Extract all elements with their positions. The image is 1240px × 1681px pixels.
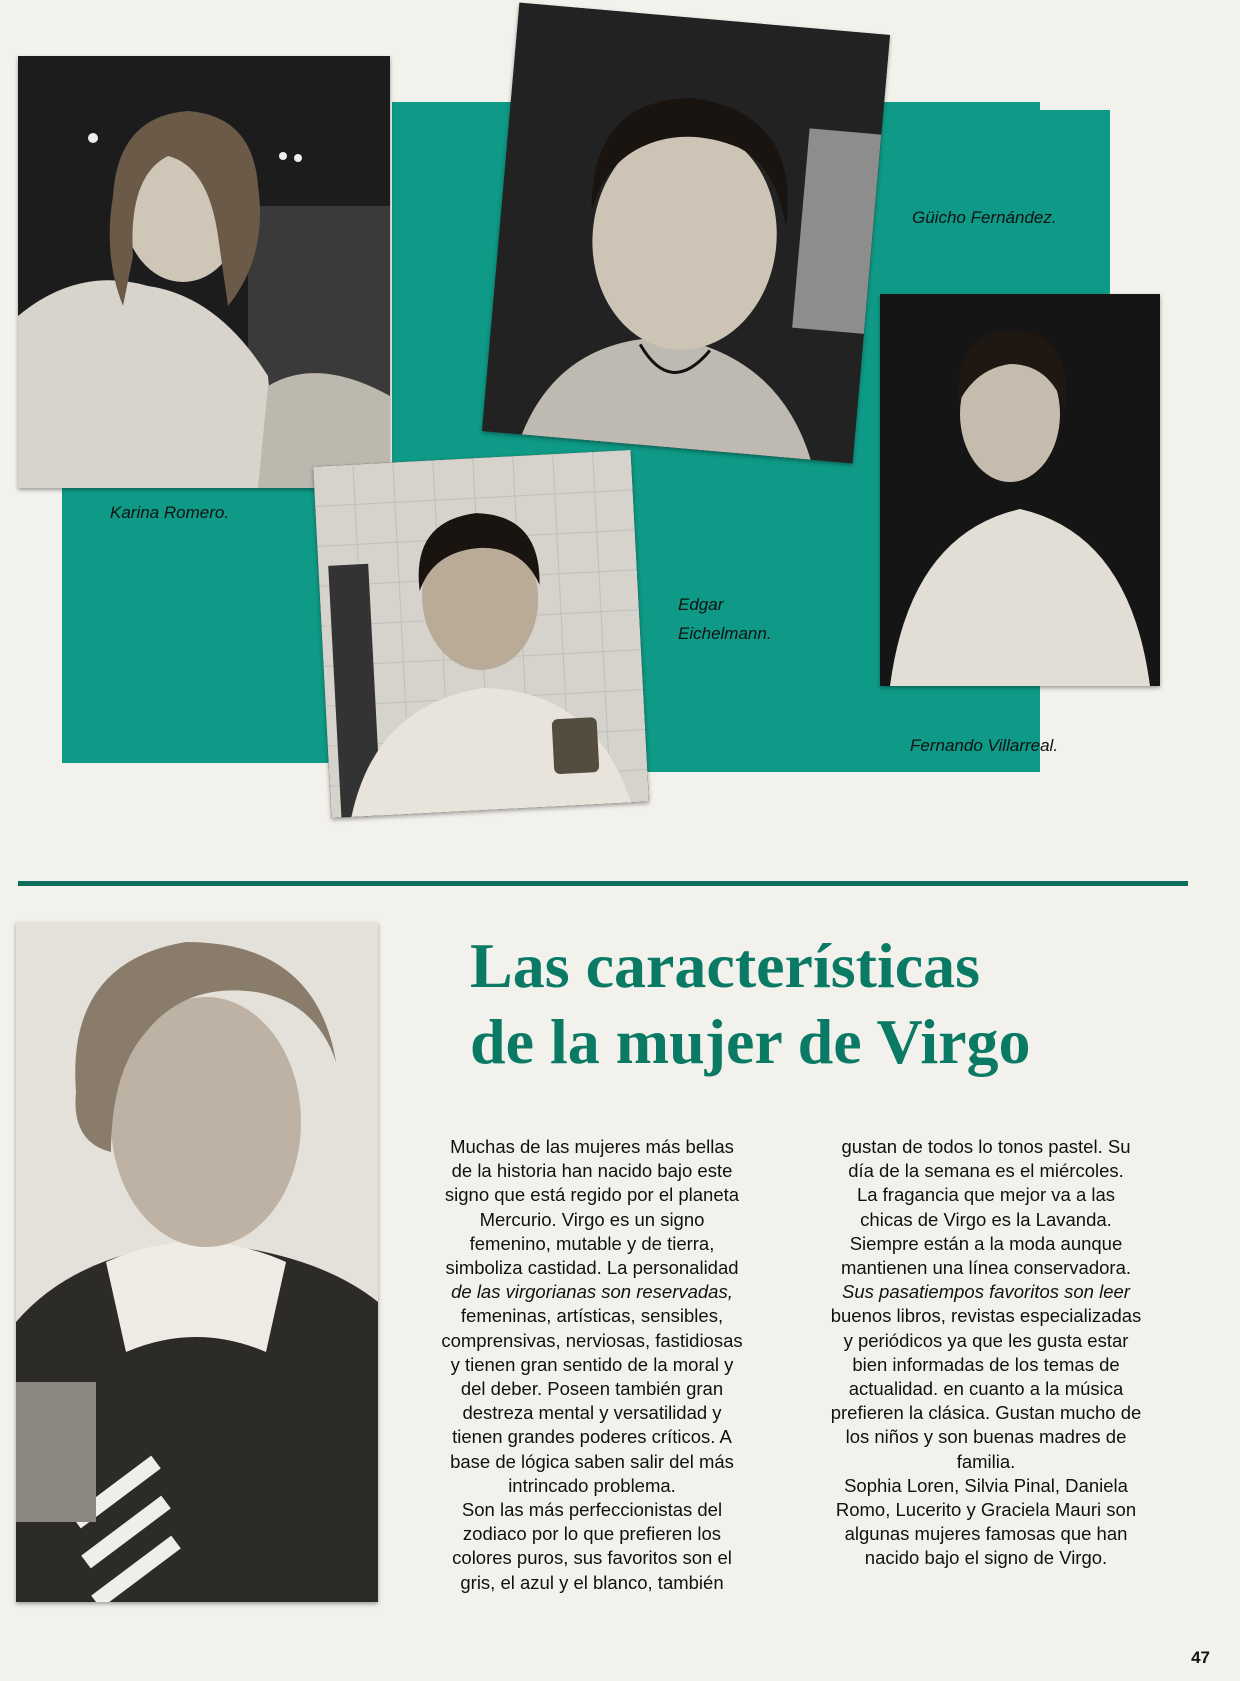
col2-line: prefieren la clásica. Gustan mucho de [830,1402,1142,1424]
col1-line: femenino, mutable y de tierra, [469,1232,715,1254]
photo-guicho-fernandez [482,3,890,464]
col1-line: signo que está regido por el planeta [444,1184,740,1206]
col1-line: base de lógica saben salir del más [450,1450,734,1472]
col2-line: los niños y son buenas madres de [845,1426,1127,1448]
col1-line: intrincado problema. [508,1474,676,1496]
photo-karina-romero [18,56,390,488]
article-column-2 [812,1135,1160,1571]
article-title-line1: Las características [470,930,981,1001]
col2-line: actualidad. en cuanto a la música [848,1378,1124,1400]
col2-line: Romo, Lucerito y Graciela Mauri son [835,1499,1137,1521]
caption-edgar-line1: Edgar [678,595,724,614]
col2-line: nacido bajo el signo de Virgo. [864,1547,1108,1569]
col1-line: zodiaco por lo que prefieren los [462,1523,722,1545]
col2-line: familia. [956,1450,1016,1472]
col1-line: tienen grandes poderes críticos. A [452,1426,732,1448]
col1-line: de la historia han nacido bajo este [451,1160,733,1182]
caption-fernando-villarreal: Fernando Villarreal. [910,736,1059,755]
caption-karina-romero: Karina Romero. [110,503,230,522]
col2-line: Sus pasatiempos favoritos son leer [842,1281,1130,1303]
photo-virgo-woman [16,922,378,1602]
col1-line: Muchas de las mujeres más bellas [450,1136,734,1157]
col1-line: del deber. Poseen también gran [460,1378,724,1400]
col1-line: Son las más perfeccionistas del [461,1499,723,1521]
col2-line: buenos libros, revistas especializadas [830,1305,1142,1327]
col2-line: Sophia Loren, Silvia Pinal, Daniela [844,1474,1128,1496]
col1-line: destreza mental y versatilidad y [462,1402,722,1424]
caption-edgar-line2: Eichelmann. [678,624,772,643]
col2-line: día de la semana es el miércoles. [848,1160,1124,1182]
caption-guicho-fernandez: Güicho Fernández. [912,208,1057,227]
col2-line: chicas de Virgo es la Lavanda. [860,1208,1112,1230]
col2-line: Siempre están a la moda aunque [849,1232,1123,1254]
photo-fernando-villarreal [880,294,1160,686]
col2-line: gustan de todos lo tonos pastel. Su [841,1136,1131,1157]
col1-line: femeninas, artísticas, sensibles, [460,1305,724,1327]
page-number: 47 [1191,1648,1210,1667]
article-column-1 [418,1135,766,1595]
col2-line: algunas mujeres famosas que han [844,1523,1128,1545]
col1-line: gris, el azul y el blanco, también [460,1571,724,1593]
photo-edgar-eichelmann [313,450,649,818]
col1-line: Mercurio. Virgo es un signo [479,1208,705,1230]
col2-line: mantienen una línea conservadora. [840,1257,1132,1279]
col2-line: bien informadas de los temas de [852,1353,1120,1375]
col1-line: de las virgorianas son reservadas, [451,1281,733,1303]
col2-line: y periódicos ya que les gusta estar [843,1329,1129,1351]
teal-panel-right [880,110,1110,295]
teal-panel-left [62,488,352,763]
section-divider [18,881,1188,886]
col1-line: y tienen gran sentido de la moral y [450,1353,734,1375]
col1-line: colores puros, sus favoritos son el [452,1547,732,1569]
article-title-line2: de la mujer de Virgo [470,1006,1031,1077]
col2-line: La fragancia que mejor va a las [856,1184,1116,1206]
article-title [470,928,1170,1080]
col1-line: comprensivas, nerviosas, fastidiosas [441,1329,743,1351]
col1-line: simboliza castidad. La personalidad [445,1257,739,1279]
